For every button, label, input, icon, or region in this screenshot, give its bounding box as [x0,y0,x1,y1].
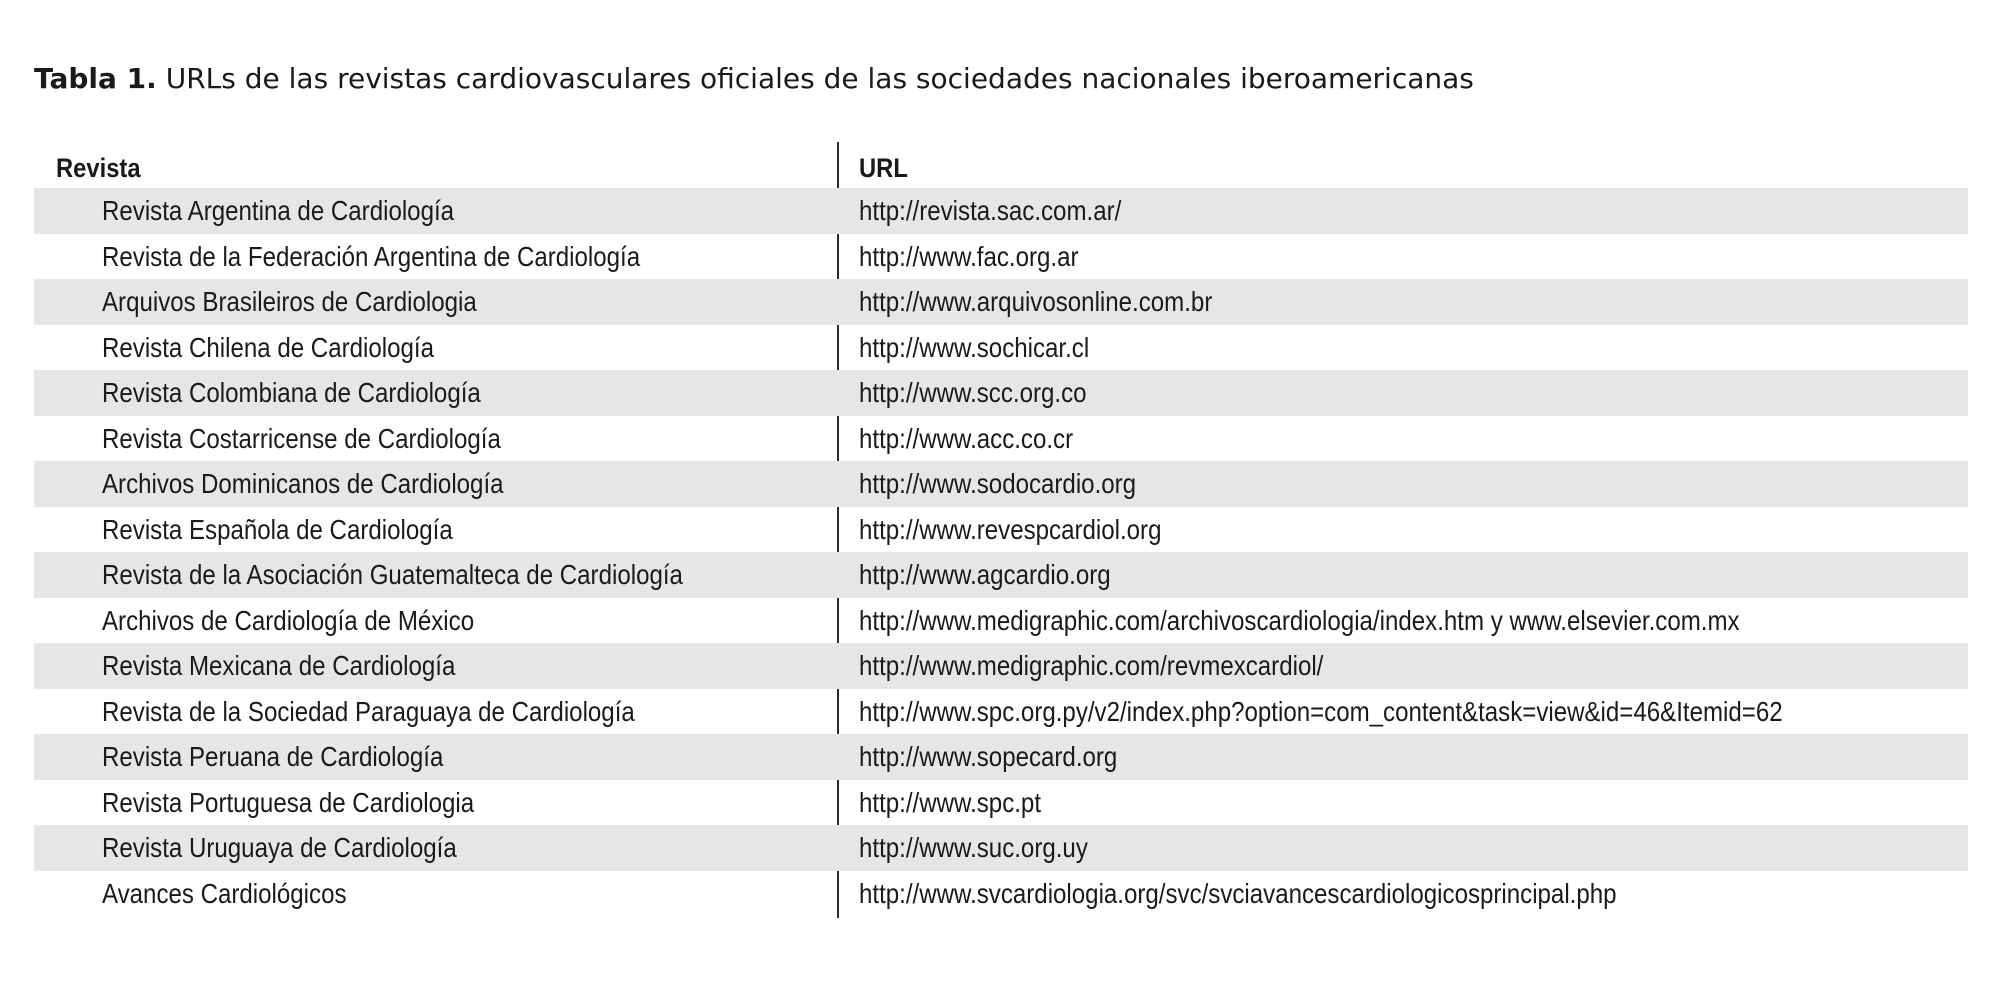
journal-url: http://revista.sac.com.ar/ [859,195,1122,226]
table-row [34,325,1968,371]
journal-name: Revista de la Sociedad Paraguaya de Cardiología [102,695,635,727]
journal-name: Revista Argentina de Cardiología [102,195,455,226]
journal-url: http://www.sodocardio.org [859,468,1137,499]
table-row [34,370,1968,416]
journal-name: Revista Peruana de Cardiología [102,741,444,772]
journal-url: http://www.medigraphic.com/revmexcardiol/ [859,650,1324,681]
table-row [34,825,1968,871]
journal-url: http://www.sopecard.org [859,741,1118,772]
table-row [34,780,1968,826]
journal-name: Revista Costarricense de Cardiología [102,422,501,454]
journal-url: http://www.svcardiologia.org/svc/svciavancescardiologicosprincipal.php [859,877,1617,909]
journal-url: http://www.sochicar.cl [859,331,1090,363]
journal-url: http://www.spc.pt [859,786,1042,818]
journal-url: http://www.spc.org.py/v2/index.php?option=com_content&task=view&id=46&Itemid=62 [859,695,1783,727]
table-row [34,188,1968,234]
journal-name: Revista Portuguesa de Cardiologia [102,786,475,818]
journal-url: http://www.revespcardiol.org [859,513,1162,545]
table-row [34,552,1968,598]
journal-url: http://www.agcardio.org [859,559,1111,590]
journal-name: Arquivos Brasileiros de Cardiologia [102,286,477,317]
journal-url: http://www.arquivosonline.com.br [859,286,1213,317]
table-caption [34,58,1474,100]
table-row [34,461,1968,507]
table-row [34,643,1968,689]
journal-url: http://www.scc.org.co [859,377,1087,408]
journal-url-table [34,142,1968,916]
table-row [34,279,1968,325]
journal-url: http://www.suc.org.uy [859,832,1088,863]
table-row [34,416,1968,462]
journal-name: Avances Cardiológicos [102,877,347,909]
header-url: URL [859,153,908,183]
journal-url: http://www.acc.co.cr [859,422,1074,454]
journal-url: http://www.medigraphic.com/archivoscardiologia/index.htm y www.elsevier.com.mx [859,604,1740,636]
table-row [34,734,1968,780]
journal-name: Revista de la Federación Argentina de Cardiología [102,240,641,272]
table-row [34,871,1968,917]
caption-text: URLs de las revistas cardiovasculares oficiales de las sociedades nacionales iberoamericanas [165,62,1474,95]
table-row [34,507,1968,553]
header-revista: Revista [56,153,141,183]
journal-name: Revista de la Asociación Guatemalteca de Cardiología [102,559,683,590]
table-row [34,598,1968,644]
journal-name: Revista Colombiana de Cardiología [102,377,481,408]
journal-name: Archivos Dominicanos de Cardiología [102,468,504,499]
journal-name: Revista Chilena de Cardiología [102,331,434,363]
journal-url: http://www.fac.org.ar [859,240,1079,272]
journal-name: Revista Uruguaya de Cardiología [102,832,457,863]
caption-label: Tabla 1. [34,62,157,95]
table-row [34,234,1968,280]
table-header-row [34,142,1968,188]
journal-name: Revista Mexicana de Cardiología [102,650,456,681]
table-row [34,689,1968,735]
journal-name: Archivos de Cardiología de México [102,604,475,636]
journal-name: Revista Española de Cardiología [102,513,453,545]
